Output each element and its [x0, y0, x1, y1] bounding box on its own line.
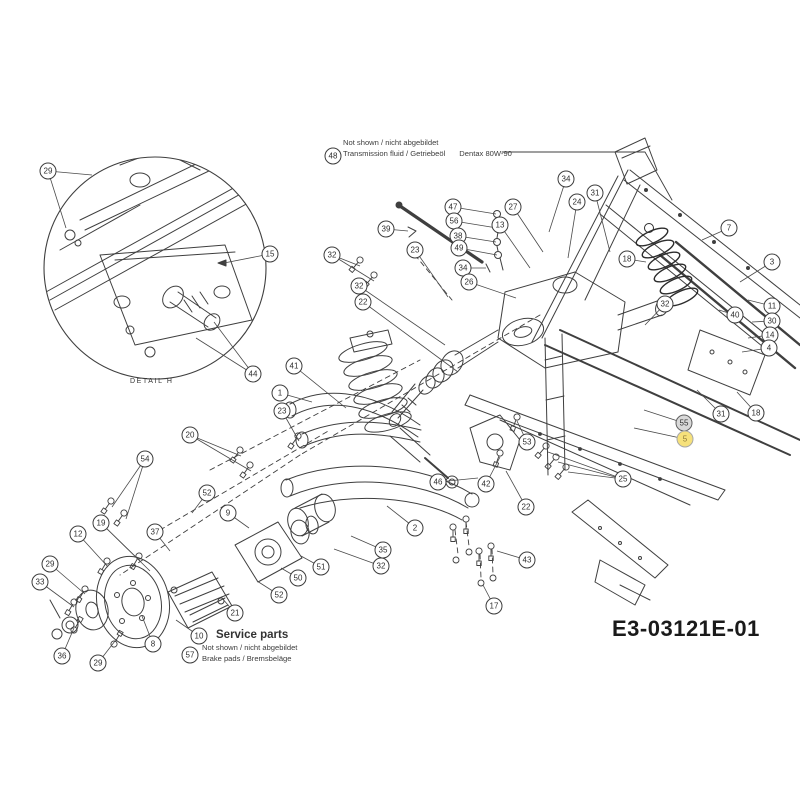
callout-47: 47: [445, 199, 462, 216]
note-brake-line1: Not shown / nicht abgebildet: [202, 643, 298, 652]
callout-50: 50: [290, 570, 307, 587]
note-brake: [202, 643, 297, 664]
callout-36: 36: [54, 648, 71, 665]
detail-inset-label: DETAIL H: [130, 378, 174, 385]
note-transmission-line2: Transmission fluid / Getriebeöl: [343, 148, 446, 158]
note-transmission: [343, 138, 512, 159]
callout-32: 32: [657, 296, 674, 313]
callout-34: 34: [558, 171, 575, 188]
callout-5: 5: [677, 431, 694, 448]
note-brake-line2: Brake pads / Bremsbeläge: [202, 653, 292, 663]
callout-57: 57: [182, 647, 199, 664]
callout-39: 39: [378, 221, 395, 238]
callout-25: 25: [615, 471, 632, 488]
callout-44: 44: [245, 366, 262, 383]
callout-22: 22: [355, 294, 372, 311]
note-transmission-line1: Not shown / nicht abgebildet: [343, 138, 439, 147]
callout-35: 35: [375, 542, 392, 559]
callout-11: 11: [764, 298, 781, 315]
callout-8: 8: [145, 636, 162, 653]
callout-24: 24: [569, 194, 586, 211]
callout-29: 29: [40, 163, 57, 180]
callout-40: 40: [727, 307, 744, 324]
callout-42: 42: [478, 476, 495, 493]
callout-38: 38: [450, 228, 467, 245]
drawing-number: E3-03121E-01: [612, 616, 760, 641]
callout-4: 4: [761, 340, 778, 357]
callout-54: 54: [137, 451, 154, 468]
callout-56: 56: [446, 213, 463, 230]
callout-18: 18: [748, 405, 765, 422]
callout-34: 34: [455, 260, 472, 277]
callout-3: 3: [764, 254, 781, 271]
callout-48: 48: [325, 148, 342, 165]
callout-32: 32: [373, 558, 390, 575]
callout-26: 26: [461, 274, 478, 291]
callout-31: 31: [713, 406, 730, 423]
callout-12: 12: [70, 526, 87, 543]
callout-30: 30: [764, 313, 781, 330]
callout-14: 14: [762, 327, 779, 344]
callout-7: 7: [721, 220, 738, 237]
callout-10: 10: [191, 628, 208, 645]
callout-52: 52: [271, 587, 288, 604]
callout-41: 41: [286, 358, 303, 375]
callout-37: 37: [147, 524, 164, 541]
callout-29: 29: [90, 655, 107, 672]
callout-22: 22: [518, 499, 535, 516]
callout-53: 53: [519, 434, 536, 451]
callout-21: 21: [227, 605, 244, 622]
callout-2: 2: [407, 520, 424, 537]
callout-13: 13: [492, 217, 509, 234]
callout-33: 33: [32, 574, 49, 591]
callout-32: 32: [324, 247, 341, 264]
callout-23: 23: [274, 403, 291, 420]
callout-55: 55: [676, 415, 693, 432]
callout-9: 9: [220, 505, 237, 522]
callout-46: 46: [430, 474, 447, 491]
callout-32: 32: [351, 278, 368, 295]
callout-20: 20: [182, 427, 199, 444]
callout-15: 15: [262, 246, 279, 263]
callout-52: 52: [199, 485, 216, 502]
callout-49: 49: [451, 240, 468, 257]
callout-18: 18: [619, 251, 636, 268]
callout-23: 23: [407, 242, 424, 259]
callout-29: 29: [42, 556, 59, 573]
callout-31: 31: [587, 185, 604, 202]
callout-1: 1: [272, 385, 289, 402]
service-parts-label: Service parts: [216, 629, 289, 641]
callout-19: 19: [93, 515, 110, 532]
callout-17: 17: [486, 598, 503, 615]
callout-43: 43: [519, 552, 536, 569]
note-transmission-product: Dentax 80W-90: [459, 148, 512, 158]
callout-51: 51: [313, 559, 330, 576]
callout-27: 27: [505, 199, 522, 216]
